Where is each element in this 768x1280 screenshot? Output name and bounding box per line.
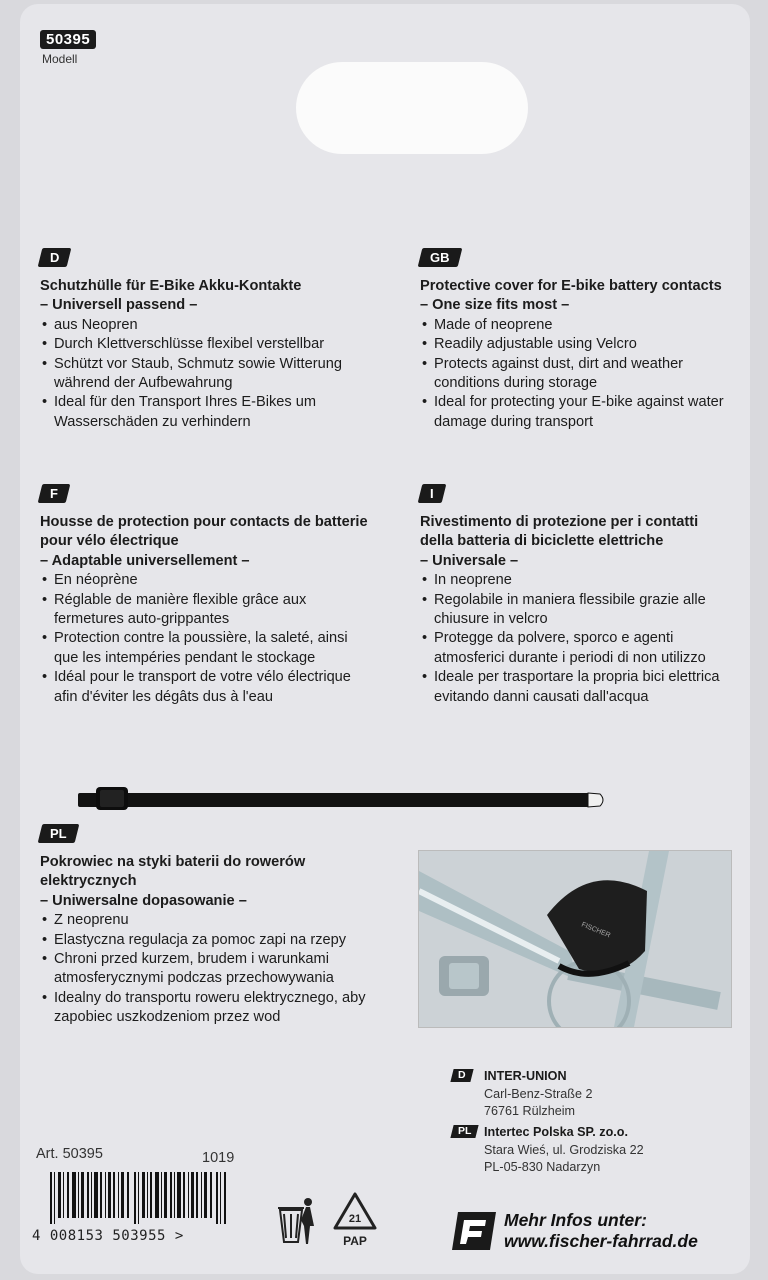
address-line: Stara Wieś, ul. Grodziska 22 [484, 1142, 644, 1157]
language-badge-de: D [38, 248, 72, 267]
recycling-symbol-icon [330, 1190, 380, 1250]
section-de [40, 248, 380, 432]
section-title: Housse de protection pour contacts de batterie pour vélo électrique [40, 514, 368, 550]
list-item: • Elastyczna regulacja za pomoc zapi na rzepy [40, 931, 370, 950]
more-info-text: Mehr Infos unter: www.fischer-fahrrad.de [504, 1210, 698, 1251]
website-url: www.fischer-fahrrad.de [504, 1231, 698, 1251]
section-title: Protective cover for E-bike battery contacts [420, 278, 722, 294]
address-line: PL-05-830 Nadarzyn [484, 1160, 601, 1174]
section-it [420, 484, 720, 707]
section-subtitle: – Universale – [420, 552, 519, 569]
product-photo [418, 850, 732, 1028]
section-gb [420, 248, 740, 432]
list-item: • Réglable de manière flexible grâce aux fermetures auto-grippantes [40, 591, 370, 630]
bike-frame-illustration [419, 851, 731, 1027]
article-number: Art. 50395 [36, 1146, 103, 1162]
section-subtitle: – Adaptable universellement – [40, 552, 250, 569]
language-badge-pl: PL [38, 824, 79, 843]
language-badge-gb: GB [418, 248, 462, 267]
list-item: • Ideal für den Transport Ihres E-Bikes um Wasserschäden zu verhindern [40, 393, 380, 432]
recycling-material: PAP [343, 1234, 367, 1248]
section-pl [40, 824, 370, 1028]
list-item: • Durch Klettverschlüsse flexibel verstellbar [40, 335, 380, 354]
address-de [452, 1068, 732, 1121]
address-pl [452, 1124, 742, 1177]
velcro-strap [78, 786, 606, 810]
list-item: • Protection contre la poussière, la saleté, ainsi que les intempéries pendant le stockage [40, 629, 370, 668]
list-item: • In neoprene [420, 571, 720, 590]
list-item: • Protects against dust, dirt and weather conditions during storage [420, 355, 740, 394]
model-number-badge: 50395 [40, 30, 96, 49]
list-item: • Z neoprenu [40, 911, 370, 930]
list-item: • Ideale per trasportare la propria bici elettrica evitando danni causati dall'acqua [420, 668, 720, 707]
section-title: Rivestimento di protezione per i contatti della batteria di biciclette elettriche [420, 514, 699, 550]
company-name: INTER-UNION [484, 1069, 567, 1083]
recycling-code: 21 [348, 1213, 362, 1225]
list-item: • Regolabile in maniera flessibile grazie alle chiusure in velcro [420, 591, 720, 630]
barcode-number: 4 008153 503955 > [32, 1228, 184, 1244]
list-item: • Idéal pour le transport de votre vélo électrique afin d'éviter les dégâts dus à l'eau [40, 668, 370, 707]
section-fr [40, 484, 370, 707]
list-item: • Ideal for protecting your E-bike against water damage during transport [420, 393, 740, 432]
list-item: • Protegge da polvere, sporco e agenti atmosferici durante i periodi di non utilizzo [420, 629, 720, 668]
list-item: • aus Neopren [40, 316, 380, 335]
address-tag-de: D [450, 1069, 473, 1082]
address-line: 76761 Rülzheim [484, 1104, 576, 1118]
hang-hole [296, 62, 528, 154]
address-line: Carl-Benz-Straße 2 [484, 1086, 593, 1101]
photo-brand-text: FISCHER [580, 921, 612, 940]
company-name: Intertec Polska SP. zo.o. [484, 1125, 628, 1139]
section-title: Pokrowiec na styki baterii do rowerów elektrycznych [40, 854, 306, 890]
barcode [50, 1172, 228, 1224]
section-subtitle: – Uniwersalne dopasowanie – [40, 892, 247, 909]
list-item: • Schützt vor Staub, Schmutz sowie Witterung während der Aufbewahrung [40, 355, 380, 394]
list-item: • Made of neoprene [420, 316, 740, 335]
list-item: • Readily adjustable using Velcro [420, 335, 740, 354]
recycle-bin-icon [274, 1196, 318, 1248]
model-label: Modell [42, 52, 78, 66]
language-badge-fr: F [38, 484, 71, 503]
section-title: Schutzhülle für E-Bike Akku-Kontakte [40, 278, 302, 294]
list-item: • Idealny do transportu roweru elektrycznego, aby zapobiec uszkodzeniom przez wod [40, 989, 370, 1028]
section-subtitle: – Universell passend – [40, 297, 198, 314]
language-badge-it: I [418, 484, 446, 503]
list-item: • En néoprène [40, 571, 370, 590]
address-tag-pl: PL [450, 1125, 479, 1138]
list-item: • Chroni przed kurzem, brudem i warunkami atmosferycznymi podczas przechowywania [40, 950, 370, 989]
section-subtitle: – One size fits most – [420, 297, 570, 314]
fischer-logo-icon [450, 1210, 498, 1252]
version-code: 1019 [202, 1150, 235, 1166]
